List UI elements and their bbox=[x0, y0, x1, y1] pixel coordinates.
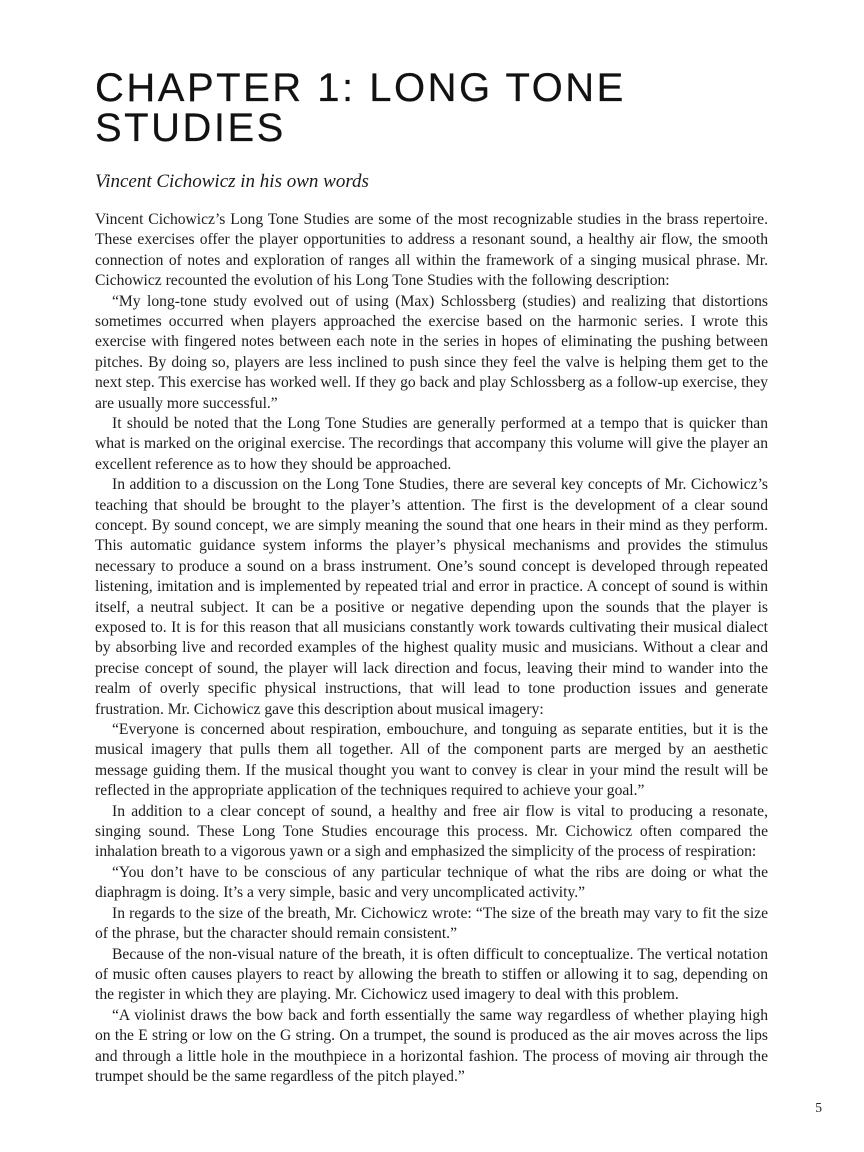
paragraph-non-visual-breath: Because of the non-visual nature of the breath, it is often difficult to conceptualize. The vertical notation of music often causes players to react by allowing the breath to stiffen or allowing it to sag, depending on the register in which they are playing. Mr. Cichowicz used imagery to deal with this problem. bbox=[95, 945, 768, 1004]
paragraph-air-flow: In addition to a clear concept of sound, a healthy and free air flow is vital to producing a resonate, singing sound. These Long Tone Studies encourage this process. Mr. Cichowicz often compared the inhalation breath to a vigorous yawn or a sigh and emphasized the simplicity of the process of respiration: bbox=[95, 802, 768, 861]
page-number: 5 bbox=[815, 1100, 822, 1115]
paragraph-tempo-note: It should be noted that the Long Tone Studies are generally performed at a tempo that is quicker than what is marked on the original exercise. The recordings that accompany this volume will give the player an excellent reference as to how they should be approached. bbox=[95, 414, 768, 473]
paragraph-breath-size: In regards to the size of the breath, Mr. Cichowicz wrote: “The size of the breath may vary to fit the size of the phrase, but the character should remain consistent.” bbox=[95, 904, 768, 943]
paragraph-quote-respiration: “You don’t have to be conscious of any particular technique of what the ribs are doing or what the diaphragm is doing. It’s a very simple, basic and very uncomplicated activity.” bbox=[95, 863, 768, 902]
chapter-title: CHAPTER 1: LONG TONE STUDIES bbox=[95, 66, 626, 150]
paragraph-quote-long-tone-origin: “My long-tone study evolved out of using (Max) Schlossberg (studies) and realizing that distortions sometimes occurred when players approached the exercise based on the harmonic series. I wrote this exercise with fingered notes between each note in the series in hopes of eliminating the pushing between pitches. By doing so, players are less inclined to push since they feel the valve is helping them get to the next step. This exercise has worked well. If they go back and play Schlossberg as a follow-up exercise, they are usually more successful.” bbox=[95, 292, 768, 412]
paragraph-quote-violinist: “A violinist draws the bow back and forth essentially the same way regardless of whether playing high on the E string or low on the G string. On a trumpet, the sound is produced as the air moves across the lips and through a little hole in the mouthpiece in a horizontal fashion. The process of moving air through the trumpet should be the same regardless of the pitch played.” bbox=[95, 1006, 768, 1085]
chapter-subtitle: Vincent Cichowicz in his own words bbox=[95, 171, 369, 192]
paragraph-intro: Vincent Cichowicz’s Long Tone Studies are some of the most recognizable studies in the brass repertoire. These exercises offer the player opportunities to address a resonant sound, a healthy air flow, the smooth connection of notes and exploration of ranges all within the framework of a singing musical phrase. Mr. Cichowicz recounted the evolution of his Long Tone Studies with the following description: bbox=[95, 210, 768, 290]
paragraph-quote-musical-imagery: “Everyone is concerned about respiration, embouchure, and tonguing as separate entities, but it is the musical imagery that pulls them all together. All of the component parts are merged by an aesthetic message guiding them. If the musical thought you want to convey is clear in your mind the result will be reflected in the appropriate application of the techniques required to achieve your goal.” bbox=[95, 721, 768, 800]
paragraph-sound-concept: In addition to a discussion on the Long Tone Studies, there are several key concepts of Mr. Cichowicz’s teaching that should be brought to the player’s attention. The first is the development of a clear sound concept. By sound concept, we are simply meaning the sound that one hears in their mind as they perform. This automatic guidance system informs the player’s physical mechanisms and provides the stimulus necessary to produce a sound on a brass instrument. One’s sound concept is developed through repeated listening, imitation and is implemented by repeated trial and error in practice. A concept of sound is within itself, a neutral subject. It can be a positive or negative depending upon the sounds that the player is exposed to. It is for this reason that all musicians constantly work towards cultivating their musical dialect by absorbing live and recorded examples of the highest quality music and musicians. Without a clear and precise concept of sound, the player will lack direction and focus, leaving their mind to wander into the realm of overly specific physical instructions, that will lead to tone production issues and generate frustration. Mr. Cichowicz gave this description about musical imagery: bbox=[95, 476, 768, 718]
body-text bbox=[95, 210, 768, 1087]
